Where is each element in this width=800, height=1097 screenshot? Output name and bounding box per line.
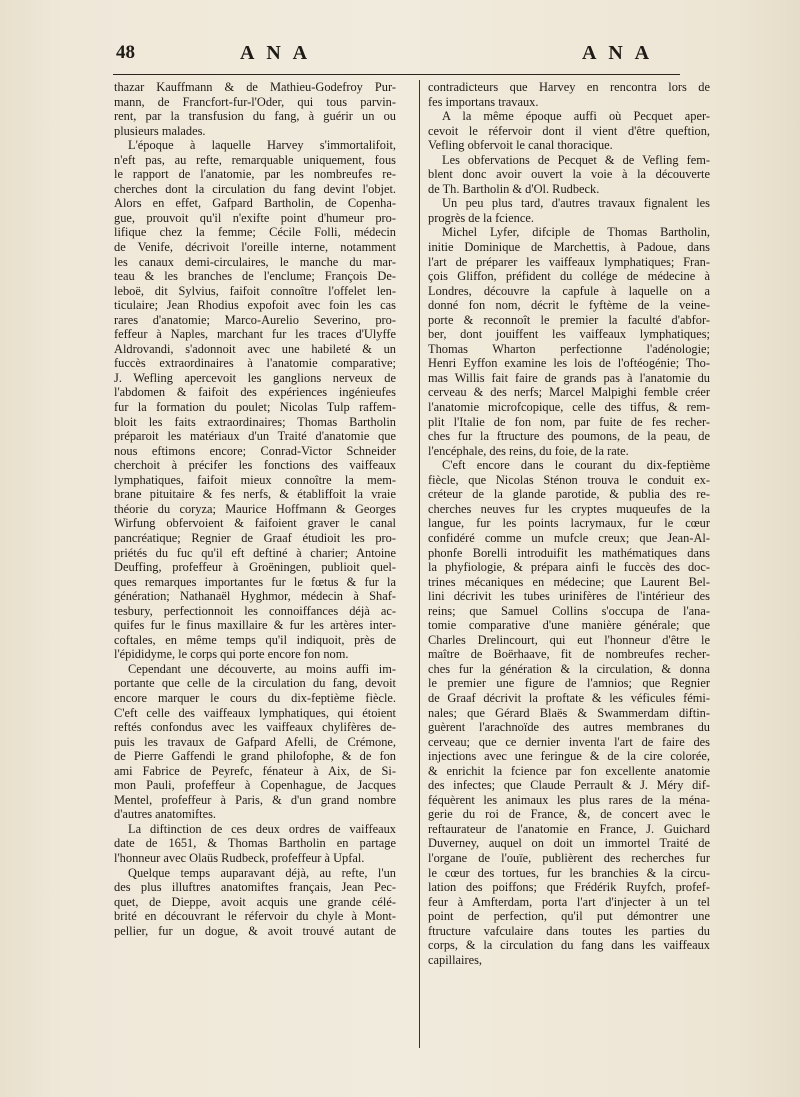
text-line: lini décrivit les tubes urinifères de l'intérieur des xyxy=(428,589,710,604)
text-line: Mentel, profeffeur à Paris, & d'un grand nombre xyxy=(114,792,396,807)
text-line: le cœur des tortues, fur les branchies & la circu- xyxy=(428,865,710,880)
text-line: puis les travaux de Gafpard Afelli, de Crémone, xyxy=(114,734,396,749)
text-line: pellier, fur un dogue, & avoit trouvé autant de xyxy=(114,923,396,938)
text-line: rares d'anatomie; Marco-Aurelio Severino, pro- xyxy=(114,312,396,327)
text-line: cherchoit à précifer les fonctions des vaiffeaux xyxy=(114,458,396,473)
text-line: ches fur la ftructure des poumons, de la peau, de xyxy=(428,429,710,444)
text-line: théorie du coryza; Maurice Hoffmann & Georges xyxy=(114,501,396,516)
text-line: feffeur à Naples, marchant fur les traces d'Ulyffe xyxy=(114,327,396,342)
text-line: porte & reconnoît le premier la faculté d'abfor- xyxy=(428,312,710,327)
text-line: fur la formation du poulet; Nicolas Tulp raffem- xyxy=(114,400,396,415)
text-line: Henri Eyffon examine les lois de l'oftéogénie; Tho- xyxy=(428,356,710,371)
text-line: La diftinction de ces deux ordres de vaiffeaux xyxy=(128,821,396,836)
text-line: initie Dominique de Marchettis, à Padoue, dans xyxy=(428,240,710,255)
text-line: préparoit les matériaux d'un Traité d'anatomie que xyxy=(114,429,396,444)
text-line: lymphatiques, faifoit mieux connoître la mem- xyxy=(114,472,396,487)
text-line: & enrichit la fcience par fon excellente anatomie xyxy=(428,763,710,778)
text-line: l'abdomen & faifoit des expériences ingénieufes xyxy=(114,385,396,400)
text-line: de Graaf décrivit la proftate & les véficules fémi- xyxy=(428,690,710,705)
text-line: ques remarques importantes fur le fœtus & fur la xyxy=(114,574,396,589)
text-line: lifique chez la femme; Cécile Folli, médecin xyxy=(114,225,396,240)
text-line: des infectes; que Claude Perrault & J. Méry dif- xyxy=(428,778,710,793)
text-line: point de perfection, qu'il put démontrer une xyxy=(428,909,710,924)
text-line: les canaux demi-circulaires, le manche du mar- xyxy=(114,254,396,269)
text-line: de Pierre Gaffendi le grand philofophe, & de fon xyxy=(114,749,396,764)
text-line: cherches neuves fur les cryptes muqueufes de la xyxy=(428,501,710,516)
text-line: Duverney, auquel on doit un immortel Traité de xyxy=(428,836,710,851)
text-line: mon Pauli, profeffeur à Copenhague, de Jacques xyxy=(114,778,396,793)
text-line: Quelque temps auparavant déjà, au refte, l'un xyxy=(128,865,396,880)
text-line: Vefling obfervoit le canal thoracique. xyxy=(428,138,613,153)
right-column xyxy=(428,80,710,967)
text-line: injections avec une feringue & de la cire colorée, xyxy=(428,749,710,764)
text-line: Michel Lyfer, difciple de Thomas Bartholin, xyxy=(442,225,710,240)
text-line: l'art de préparer les vaiffeaux lymphatiques; Fran- xyxy=(428,254,710,269)
text-line: çois Gliffon, préfident du collége de médecine à xyxy=(428,269,710,284)
text-line: bloit les faits extraordinaires; Thomas Bartholin xyxy=(114,414,396,429)
text-line: encore marquer le cours du dix-feptième fiècle. xyxy=(114,690,396,705)
text-line: cerveau & des nerfs; Marcel Malpighi femble créer xyxy=(428,385,710,400)
text-line: mas Willis fait faire de grands pas à l'anatomie du xyxy=(428,370,710,385)
text-line: capillaires, xyxy=(428,952,483,967)
text-line: A la même époque auffi où Pecquet aper- xyxy=(442,109,710,124)
text-line: maître de Boërhaave, fit de nombreufes recher- xyxy=(428,647,710,662)
header-left-title: A N A xyxy=(240,42,312,64)
text-line: Les obfervations de Pecquet & de Vefling fem- xyxy=(442,152,710,167)
left-column xyxy=(114,80,396,938)
text-line: rent, par la transfusion du fang, à guérir un ou xyxy=(114,109,396,124)
text-line: Londres, découvre la capfule à laquelle on a xyxy=(428,283,710,298)
text-line: Aldrovandi, s'adonnoit avec une habileté & un xyxy=(114,341,396,356)
text-line: date de 1651, & Thomas Bartholin en partage xyxy=(114,836,396,851)
text-line: C'eft encore dans le courant du dix-feptième xyxy=(442,458,710,473)
text-line: corps, & la circulation du fang dans les vaiffeaux xyxy=(428,938,710,953)
text-line: C'eft celle des vaiffeaux lymphatiques, qui étoient xyxy=(114,705,396,720)
text-line: Cependant une découverte, au moins auffi im- xyxy=(128,661,396,676)
text-line: thazar Kauffmann & de Mathieu-Godefroy Pur- xyxy=(114,80,396,94)
text-line: gerie du roi de France, &, de concert avec le xyxy=(428,807,710,822)
text-line: l'encéphale, des reins, du foie, de la rate. xyxy=(428,443,629,458)
text-line: trines mécaniques en médecine; que Laurent Bel- xyxy=(428,574,710,589)
text-line: reftés confondus avec les vaiffeaux chylifères de- xyxy=(114,720,396,735)
text-line: ftructure vafculaire dans toutes les parties du xyxy=(428,923,710,938)
text-line: J. Wefling apercevoit les ganglions nerveux de xyxy=(114,370,396,385)
text-line: coftales, en même temps qu'il indiquoit, près de xyxy=(114,632,396,647)
text-line: l'anatomie microfcopique, celle des tiffus, & rem- xyxy=(428,400,710,415)
text-line: confidéré comme un mufcle creux; que Jean-Al- xyxy=(428,530,710,545)
text-line: fuccès extraordinaires à l'anatomie comparative; xyxy=(114,356,396,371)
text-line: plusieurs malades. xyxy=(114,123,206,138)
text-line: langue, fur les points lacrymaux, fur le cœur xyxy=(428,516,710,531)
text-line: Alors en effet, Gafpard Bartholin, de Copenha- xyxy=(114,196,396,211)
text-line: quifes fur le finus maxillaire & fur les artères inter- xyxy=(114,618,396,633)
text-line: ami Fabrice de Peyrefc, fénateur à Aix, de Si- xyxy=(114,763,396,778)
header-rule xyxy=(113,74,680,75)
text-line: feur à Amfterdam, porta l'art d'injecter à un tel xyxy=(428,894,710,909)
text-line: brane pituitaire & fes nerfs, & établiffoit la vraie xyxy=(114,487,396,502)
text-line: génération; Nathanaël Hyghmor, médecin à Shaf- xyxy=(114,589,396,604)
text-line: d'autres anatomiftes. xyxy=(114,807,217,822)
text-line: pancréatique; Regnier de Graaf étudioit les pro- xyxy=(114,530,396,545)
column-divider xyxy=(419,80,420,1048)
text-line: Un peu plus tard, d'autres travaux fignalent les xyxy=(442,196,710,211)
page-number: 48 xyxy=(116,42,135,63)
text-line: donné fon nom, décrit le fyftème de la veine- xyxy=(428,298,710,313)
text-line: le premier une figure de l'amnios; que Regnier xyxy=(428,676,710,691)
text-line: reftaurateur de l'anatomie en France, J. Guichard xyxy=(428,821,710,836)
text-line: l'honneur avec Olaüs Rudbeck, profeffeur à Upfal. xyxy=(114,850,365,865)
text-line: ber, dont jouiffent les vaiffeaux lymphatiques; xyxy=(428,327,710,342)
text-line: contradicteurs que Harvey en rencontra lors de xyxy=(428,80,710,94)
text-line: lation des poiffons; que Frédérik Ruyfch, profef- xyxy=(428,880,710,895)
text-line: l'organe de l'ouïe, publièrent des recherches fur xyxy=(428,850,710,865)
text-line: brité en découvrant le réfervoir du chyle à Mont- xyxy=(114,909,396,924)
text-line: reins; que Samuel Collins s'occupa de l'ana- xyxy=(428,603,710,618)
text-line: ches fur la génération & la circulation, & donna xyxy=(428,661,710,676)
text-line: priétés du fuc qu'il eft deftiné à charier; Antoine xyxy=(114,545,396,560)
text-line: nous eftimons encore; Conrad-Victor Schneider xyxy=(114,443,396,458)
text-line: n'eft pas, au refte, remarquable uniquement, fous xyxy=(114,152,396,167)
text-line: ticulaire; Jean Rhodius expofoit avec foin les cas xyxy=(114,298,396,313)
text-line: cevoit le réfervoir dont il vient d'être queftion, xyxy=(428,123,710,138)
text-line: de Th. Bartholin & d'Ol. Rudbeck. xyxy=(428,181,600,196)
text-line: la phyfiologie, & prépara ainfi le fuccès des doc- xyxy=(428,560,710,575)
text-line: Charles Drelincourt, qui eut l'honneur d'être le xyxy=(428,632,710,647)
text-line: guèrent l'arachnoïde des autres membranes du xyxy=(428,720,710,735)
text-line: l'épididyme, le corps qui porte encore fon nom. xyxy=(114,647,349,662)
text-line: Wirfung obfervoient & faifoient graver le canal xyxy=(114,516,396,531)
text-line: tesbury, perfectionnoit les connoiffances déjà ac- xyxy=(114,603,396,618)
text-line: féquèrent les animaux les plus rares de la ména- xyxy=(428,792,710,807)
text-line: cerveau; que ce dernier inventa l'art de faire des xyxy=(428,734,710,749)
text-line: fiècle, que Nicolas Sténon trouva le conduit ex- xyxy=(428,472,710,487)
text-line: teau & les branches de l'enclume; François De- xyxy=(114,269,396,284)
text-line: de Venife, décrivoit l'oreille interne, notamment xyxy=(114,240,396,255)
text-line: plit l'Italie de fon nom, par fuite de fes recher- xyxy=(428,414,710,429)
text-line: leboë, dit Sylvius, faifoit connoître l'offelet len- xyxy=(114,283,396,298)
text-line: progrès de la fcience. xyxy=(428,210,534,225)
text-line: gue, prouvoit qu'il n'exifte point d'humeur pro- xyxy=(114,210,396,225)
text-line: phonfe Borelli introduifit les mathématiques dans xyxy=(428,545,710,560)
text-line: tomie comparative d'une manière générale; que xyxy=(428,618,710,633)
text-line: le rapport de l'anatomie, par les nombreufes re- xyxy=(114,167,396,182)
text-line: L'époque à laquelle Harvey s'immortalifoit, xyxy=(128,138,396,153)
text-line: blent donc avoir ouvert la voie à la découverte xyxy=(428,167,710,182)
text-line: créteur de la glande parotide, & publia des re- xyxy=(428,487,710,502)
text-line: Deuffing, profeffeur à Groëningen, publioit quel- xyxy=(114,560,396,575)
text-line: fes importans travaux. xyxy=(428,94,539,109)
text-line: nales; que Gérard Blaës & Swammerdam diftin- xyxy=(428,705,710,720)
running-header xyxy=(90,40,710,68)
text-line: Thomas Wharton perfectionne l'adénologie; xyxy=(428,341,710,356)
text-line: quet, de Dieppe, avoit acquis une grande célé- xyxy=(114,894,396,909)
text-line: cherches dont la circulation du fang devint l'objet. xyxy=(114,181,396,196)
text-line: des plus illuftres anatomiftes français, Jean Pec- xyxy=(114,880,396,895)
header-right-title: A N A xyxy=(582,42,654,64)
text-line: mann, de Francfort-fur-l'Oder, qui tous parvin- xyxy=(114,94,396,109)
text-line: portante que celle de la circulation du fang, devoit xyxy=(114,676,396,691)
